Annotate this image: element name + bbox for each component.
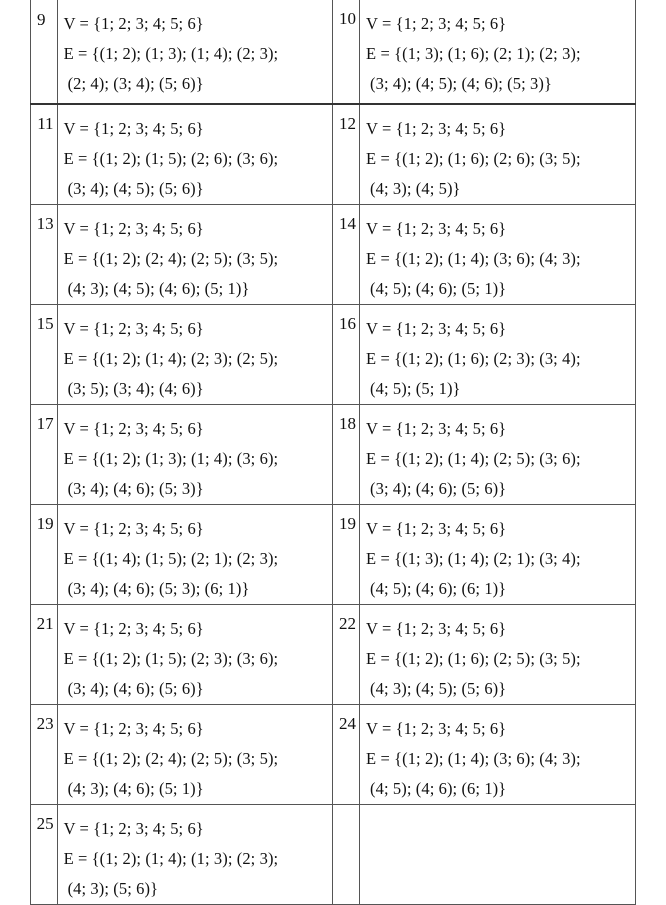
variant-number: 10 — [333, 0, 360, 104]
edge-set-line-1: E = {(1; 2); (1; 6); (2; 6); (3; 5); — [366, 149, 581, 168]
variant-number: 19 — [31, 505, 58, 605]
variant-number: 21 — [31, 605, 58, 705]
edge-set-line-2: (3; 4); (4; 5); (4; 6); (5; 3)} — [370, 74, 552, 93]
vertex-set: V = {1; 2; 3; 4; 5; 6} — [63, 719, 204, 738]
variant-number: 17 — [31, 405, 58, 505]
edge-set-line-2: (4; 5); (4; 6); (6; 1)} — [370, 579, 507, 598]
table-row — [31, 104, 636, 205]
vertex-set: V = {1; 2; 3; 4; 5; 6} — [366, 519, 507, 538]
variant-cell — [360, 205, 636, 305]
vertex-set: V = {1; 2; 3; 4; 5; 6} — [366, 319, 507, 338]
edge-set-line-2: (4; 5); (4; 6); (6; 1)} — [370, 779, 507, 798]
table-row — [31, 305, 636, 405]
vertex-set: V = {1; 2; 3; 4; 5; 6} — [366, 14, 507, 33]
vertex-set: V = {1; 2; 3; 4; 5; 6} — [63, 14, 204, 33]
edge-set-line-1: E = {(1; 4); (1; 5); (2; 1); (2; 3); — [63, 549, 279, 568]
variant-number: 11 — [31, 104, 58, 205]
table-row — [31, 805, 636, 905]
edge-set-line-2: (4; 3); (4; 5)} — [370, 179, 461, 198]
vertex-set: V = {1; 2; 3; 4; 5; 6} — [63, 219, 204, 238]
variant-number: 13 — [31, 205, 58, 305]
edge-set-line-2: (4; 3); (5; 6)} — [67, 879, 159, 898]
edge-set-line-2: (3; 4); (4; 6); (5; 6)} — [67, 679, 204, 698]
edge-set-line-1: E = {(1; 2); (1; 5); (2; 3); (3; 6); — [63, 649, 279, 668]
variant-cell — [360, 505, 636, 605]
variant-cell — [360, 305, 636, 405]
variant-number: 15 — [31, 305, 58, 405]
vertex-set: V = {1; 2; 3; 4; 5; 6} — [366, 719, 507, 738]
variant-number: 24 — [333, 705, 360, 805]
edge-set-line-1: E = {(1; 2); (1; 3); (1; 4); (2; 3); — [63, 44, 279, 63]
edge-set-line-2: (3; 4); (4; 5); (5; 6)} — [67, 179, 204, 198]
variant-cell — [57, 505, 333, 605]
edge-set-line-1: E = {(1; 2); (1; 5); (2; 6); (3; 6); — [63, 149, 279, 168]
edge-set-line-1: E = {(1; 2); (1; 6); (2; 3); (3; 4); — [366, 349, 581, 368]
edge-set-line-1: E = {(1; 2); (1; 4); (3; 6); (4; 3); — [366, 249, 581, 268]
variant-cell — [57, 104, 333, 205]
variant-number: 23 — [31, 705, 58, 805]
variant-number: 9 — [31, 0, 58, 104]
variant-cell — [360, 405, 636, 505]
variant-cell — [57, 705, 333, 805]
edge-set-line-1: E = {(1; 2); (2; 4); (2; 5); (3; 5); — [63, 749, 279, 768]
variant-cell — [57, 805, 333, 905]
variant-number: 19 — [333, 505, 360, 605]
vertex-set: V = {1; 2; 3; 4; 5; 6} — [63, 319, 204, 338]
edge-set-line-2: (4; 5); (5; 1)} — [370, 379, 461, 398]
edge-set-line-2: (3; 4); (4; 6); (5; 3)} — [67, 479, 204, 498]
edge-set-line-1: E = {(1; 2); (1; 4); (2; 3); (2; 5); — [63, 349, 279, 368]
variant-number: 12 — [333, 104, 360, 205]
table-row — [31, 705, 636, 805]
table-row — [31, 205, 636, 305]
variant-cell — [57, 305, 333, 405]
edge-set-line-1: E = {(1; 2); (1; 4); (1; 3); (2; 3); — [63, 849, 279, 868]
edge-set-line-2: (3; 5); (3; 4); (4; 6)} — [67, 379, 204, 398]
graph-variants-table-frame — [30, 0, 636, 898]
table-row — [31, 505, 636, 605]
edge-set-line-2: (2; 4); (3; 4); (5; 6)} — [67, 74, 204, 93]
variant-number: 18 — [333, 405, 360, 505]
variant-cell — [360, 705, 636, 805]
variant-number: 16 — [333, 305, 360, 405]
variant-cell — [360, 605, 636, 705]
table-row — [31, 605, 636, 705]
edge-set-line-1: E = {(1; 3); (1; 6); (2; 1); (2; 3); — [366, 44, 581, 63]
vertex-set: V = {1; 2; 3; 4; 5; 6} — [366, 619, 507, 638]
variant-cell — [57, 405, 333, 505]
edge-set-line-1: E = {(1; 2); (1; 4); (3; 6); (4; 3); — [366, 749, 581, 768]
variant-cell — [57, 605, 333, 705]
vertex-set: V = {1; 2; 3; 4; 5; 6} — [63, 419, 204, 438]
vertex-set: V = {1; 2; 3; 4; 5; 6} — [63, 519, 204, 538]
edge-set-line-2: (3; 4); (4; 6); (5; 3); (6; 1)} — [67, 579, 250, 598]
edge-set-line-1: E = {(1; 2); (2; 4); (2; 5); (3; 5); — [63, 249, 279, 268]
edge-set-line-2: (4; 3); (4; 5); (5; 6)} — [370, 679, 507, 698]
edge-set-line-1: E = {(1; 2); (1; 6); (2; 5); (3; 5); — [366, 649, 581, 668]
graph-variants-table — [30, 0, 636, 905]
variant-number: 25 — [31, 805, 58, 905]
table-row — [31, 0, 636, 104]
variant-cell — [57, 205, 333, 305]
edge-set-line-2: (4; 3); (4; 5); (4; 6); (5; 1)} — [67, 279, 250, 298]
vertex-set: V = {1; 2; 3; 4; 5; 6} — [366, 419, 507, 438]
variant-cell — [360, 805, 636, 905]
edge-set-line-1: E = {(1; 2); (1; 4); (2; 5); (3; 6); — [366, 449, 581, 468]
variant-number — [333, 805, 360, 905]
vertex-set: V = {1; 2; 3; 4; 5; 6} — [63, 819, 204, 838]
variant-number: 14 — [333, 205, 360, 305]
vertex-set: V = {1; 2; 3; 4; 5; 6} — [366, 219, 507, 238]
variant-cell — [57, 0, 333, 104]
variant-cell — [360, 104, 636, 205]
variant-cell — [360, 0, 636, 104]
edge-set-line-2: (4; 5); (4; 6); (5; 1)} — [370, 279, 507, 298]
edge-set-line-1: E = {(1; 3); (1; 4); (2; 1); (3; 4); — [366, 549, 581, 568]
table-row — [31, 405, 636, 505]
edge-set-line-2: (3; 4); (4; 6); (5; 6)} — [370, 479, 507, 498]
vertex-set: V = {1; 2; 3; 4; 5; 6} — [63, 119, 204, 138]
vertex-set: V = {1; 2; 3; 4; 5; 6} — [366, 119, 507, 138]
edge-set-line-1: E = {(1; 2); (1; 3); (1; 4); (3; 6); — [63, 449, 279, 468]
edge-set-line-2: (4; 3); (4; 6); (5; 1)} — [67, 779, 204, 798]
vertex-set: V = {1; 2; 3; 4; 5; 6} — [63, 619, 204, 638]
variant-number: 22 — [333, 605, 360, 705]
